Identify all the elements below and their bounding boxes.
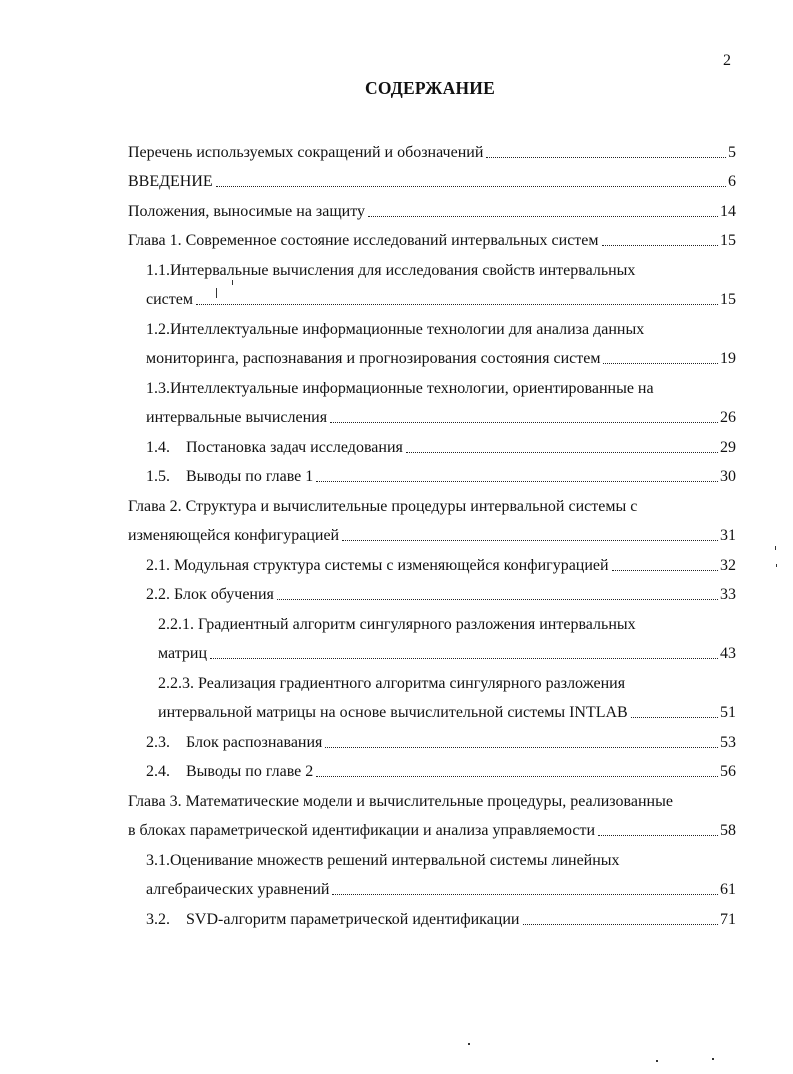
toc-entry-text: изменяющейся конфигурацией — [128, 527, 340, 544]
toc-entry-3-2[interactable] — [146, 910, 736, 930]
toc-entry-title: Выводы по главе 2 — [186, 763, 314, 780]
toc-entry-text: 2.1. Модульная структура системы с изменяющейся конфигурацией — [146, 557, 609, 574]
toc-page-number: 15 — [720, 232, 736, 249]
page-title: СОДЕРЖАНИЕ — [364, 78, 495, 98]
toc-entry-1-2-line2[interactable] — [146, 349, 736, 369]
toc-entry-2-3[interactable] — [146, 733, 736, 753]
toc-entry-title: Постановка задач исследования — [186, 439, 403, 456]
toc-page-number: 61 — [720, 881, 736, 898]
toc-entry-2-2-3-line2[interactable] — [158, 703, 736, 723]
toc-entry-text — [146, 438, 403, 458]
toc-page-number: 5 — [728, 144, 736, 161]
toc-page-number: 26 — [720, 409, 736, 426]
toc-entry-1-2-line1[interactable] — [146, 320, 644, 340]
dot-leader — [316, 480, 718, 482]
page-number: 2 — [723, 52, 731, 69]
dot-leader — [523, 923, 719, 925]
toc-entry-3-1-line1[interactable] — [146, 851, 620, 871]
toc-entry-1-3-line1[interactable] — [146, 379, 654, 399]
toc-entry-text: в блоках параметрической идентификации и анализа управляемости — [128, 822, 596, 839]
toc-page-number: 29 — [720, 439, 736, 456]
toc-entry-chapter-2-line2[interactable] — [128, 526, 736, 546]
toc-page-number: 15 — [720, 291, 736, 308]
toc-entry-1-5[interactable] — [146, 467, 736, 487]
toc-entry-text: Интеллектуальные информационные технологии, ориентированные на — [170, 380, 654, 397]
toc-entry-chapter-3-line1[interactable]: Глава 3. Математические модели и вычислительные процедуры, реализованные — [128, 793, 673, 810]
section-number: 1.3. — [146, 380, 170, 397]
toc-entry-text: интервальной матрицы на основе вычислительной системы INTLAB — [158, 704, 628, 721]
toc-page-number: 58 — [720, 822, 736, 839]
scan-speck — [775, 546, 776, 550]
dot-leader — [603, 362, 718, 364]
toc-entry-text — [146, 733, 322, 753]
toc-page-number: 6 — [728, 173, 736, 190]
toc-entry-2-4[interactable] — [146, 762, 736, 782]
dot-leader — [196, 303, 718, 305]
toc-entry-2-2-1-line2[interactable] — [158, 644, 736, 664]
dot-leader — [612, 569, 718, 571]
toc-page-number: 71 — [720, 911, 736, 928]
dot-leader — [631, 716, 718, 718]
toc-entry-1-3-line2[interactable] — [146, 408, 736, 428]
toc-entry-theses[interactable] — [128, 202, 736, 222]
dot-leader — [598, 834, 718, 836]
dot-leader — [325, 746, 718, 748]
toc-entry-text: Перечень используемых сокращений и обозначений — [128, 144, 484, 161]
toc-page-number: 53 — [720, 734, 736, 751]
toc-entry-2-2[interactable] — [146, 585, 736, 605]
toc-entry-text: 2.2. Блок обучения — [146, 586, 274, 603]
toc-entry-chapter-3-line2[interactable] — [128, 821, 736, 841]
toc-entry-text: Глава 1. Современное состояние исследований интервальных систем — [128, 232, 599, 249]
toc-entry-text — [146, 762, 313, 782]
toc-page-number: 43 — [720, 645, 736, 662]
toc-entry-abbreviations[interactable] — [128, 143, 736, 163]
dot-leader — [210, 657, 718, 659]
toc-entry-text: алгебраических уравнений — [146, 881, 330, 898]
scan-speck — [712, 1058, 714, 1060]
section-number: 3.2. — [146, 911, 170, 928]
toc-entry-introduction[interactable] — [128, 172, 736, 192]
toc-page-number: 19 — [720, 350, 736, 367]
section-number: 1.2. — [146, 321, 170, 338]
toc-entry-text: ВВЕДЕНИЕ — [128, 173, 213, 190]
toc-entry-1-4[interactable] — [146, 438, 736, 458]
toc-page-number: 14 — [720, 203, 736, 220]
dot-leader — [486, 156, 726, 158]
scan-speck — [232, 280, 233, 285]
dot-leader — [602, 244, 718, 246]
scan-speck — [468, 1043, 470, 1045]
section-number: 1.5. — [146, 468, 170, 485]
dot-leader — [316, 775, 718, 777]
dot-leader — [330, 421, 718, 423]
section-number: 1.1. — [146, 262, 170, 279]
toc-entry-text: Оценивание множеств решений интервальной системы линейных — [170, 852, 620, 869]
section-number: 2.3. — [146, 734, 170, 751]
toc-page-number: 31 — [720, 527, 736, 544]
section-number: 3.1. — [146, 852, 170, 869]
section-number: 2.4. — [146, 763, 170, 780]
toc-entry-chapter-1[interactable] — [128, 231, 736, 251]
dot-leader — [406, 451, 718, 453]
toc-entry-title: Блок распознавания — [186, 734, 323, 751]
toc-entry-text: Положения, выносимые на защиту — [128, 203, 366, 220]
scan-speck — [776, 564, 777, 567]
toc-entry-text: Интеллектуальные информационные технологии для анализа данных — [170, 321, 645, 338]
toc-entry-2-2-3-line1[interactable]: 2.2.3. Реализация градиентного алгоритма сингулярного разложения — [158, 675, 626, 692]
toc-page-number: 51 — [720, 704, 736, 721]
scan-speck — [656, 1060, 658, 1062]
toc-page-number: 30 — [720, 468, 736, 485]
toc-entry-chapter-2-line1[interactable]: Глава 2. Структура и вычислительные процедуры интервальной системы с — [128, 498, 638, 515]
toc-page-number: 56 — [720, 763, 736, 780]
dot-leader — [342, 539, 718, 541]
toc-entry-title: Выводы по главе 1 — [186, 468, 314, 485]
toc-page-number: 33 — [720, 586, 736, 603]
toc-entry-text — [146, 467, 313, 487]
toc-entry-2-1[interactable] — [146, 556, 736, 576]
dot-leader — [277, 598, 718, 600]
toc-entry-text: матриц — [158, 645, 208, 662]
toc-entry-text: мониторинга, распознавания и прогнозирования состояния систем — [146, 350, 601, 367]
toc-entry-text — [146, 910, 520, 930]
toc-entry-2-2-1-line1[interactable]: 2.2.1. Градиентный алгоритм сингулярного разложения интервальных — [158, 616, 636, 633]
toc-entry-text: систем — [146, 291, 193, 308]
toc-page-number: 32 — [720, 557, 736, 574]
dot-leader — [368, 215, 718, 217]
toc-entry-text: Интервальные вычисления для исследования свойств интервальных — [170, 262, 636, 279]
toc-entry-title: SVD-алгоритм параметрической идентификации — [186, 911, 520, 928]
toc-entry-text: интервальные вычисления — [146, 409, 328, 426]
section-number: 1.4. — [146, 439, 170, 456]
dot-leader — [216, 185, 726, 187]
toc-entry-1-1-line2[interactable] — [146, 290, 736, 310]
scan-speck — [216, 288, 217, 298]
dot-leader — [332, 893, 718, 895]
toc-entry-3-1-line2[interactable] — [146, 880, 736, 900]
toc-entry-1-1-line1[interactable] — [146, 261, 635, 281]
